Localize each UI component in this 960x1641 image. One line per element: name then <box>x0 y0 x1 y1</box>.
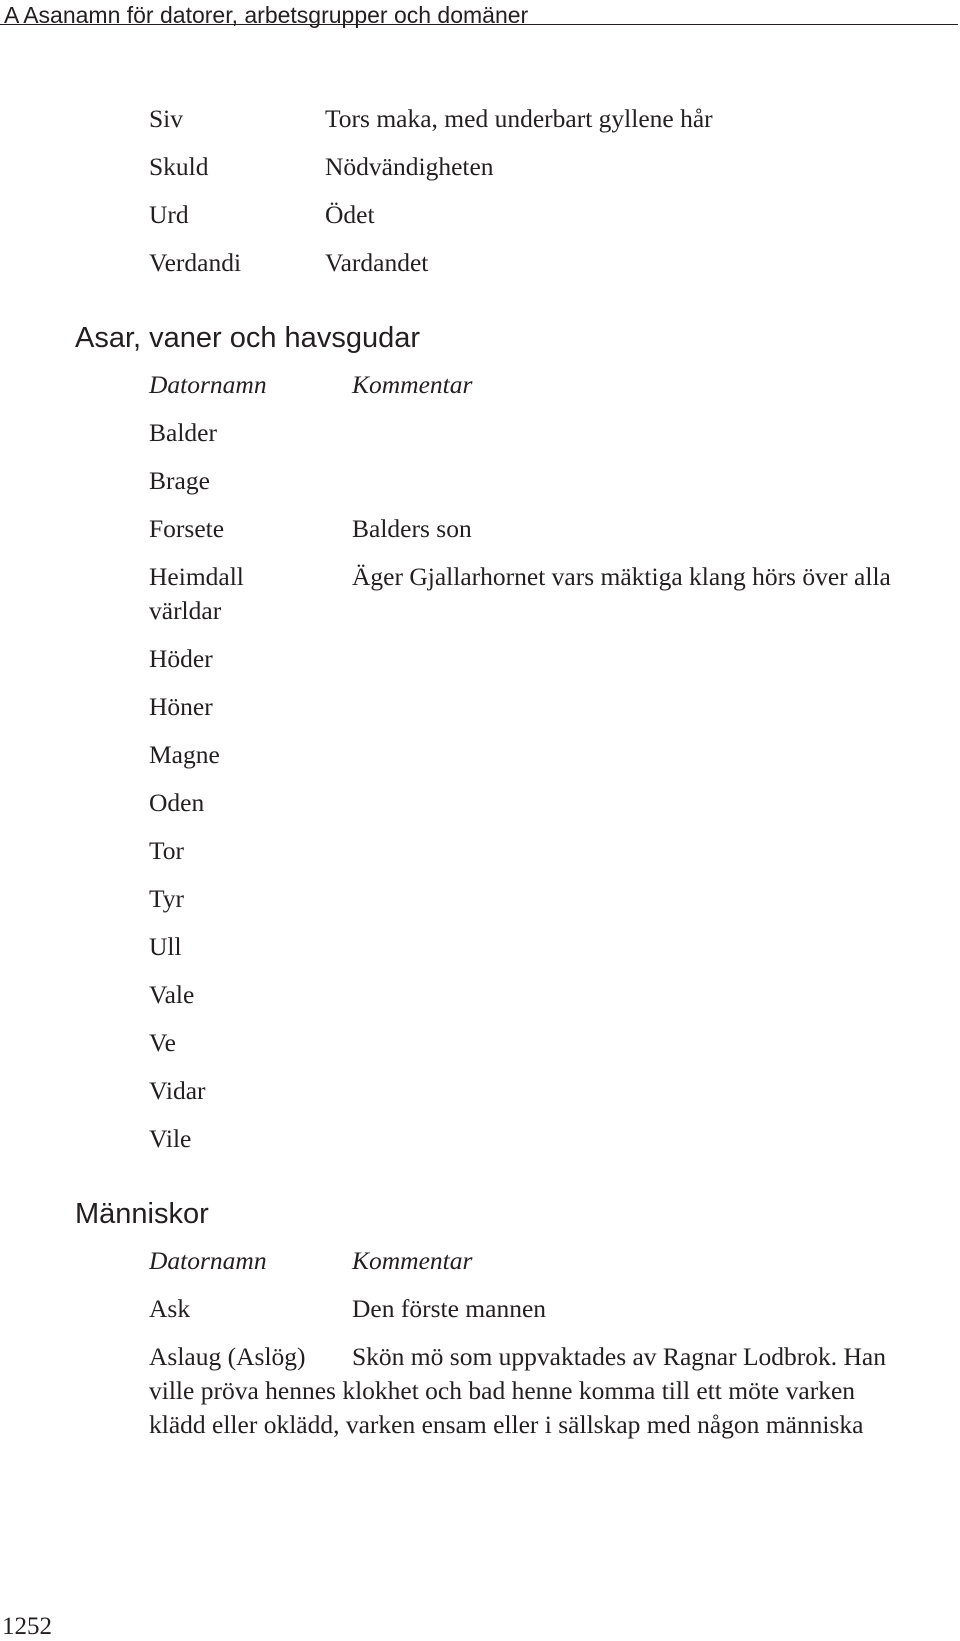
column-header-name: Datornamn <box>149 370 267 399</box>
table-row-name: Tyr <box>149 884 185 913</box>
table-row-name: Oden <box>149 788 205 817</box>
list-item-comment: Tors maka, med underbart gyllene hår <box>325 104 713 133</box>
section-heading-manniskor: Människor <box>75 1198 209 1230</box>
table-row-comment: Skön mö som uppvaktades av Ragnar Lodbrok. Han <box>352 1342 886 1371</box>
table-row-comment-continuation: världar <box>149 596 222 625</box>
table-row-comment: Äger Gjallarhornet vars mäktiga klang hörs över alla <box>352 562 891 591</box>
list-item-name: Siv <box>149 104 184 133</box>
section-heading-asar: Asar, vaner och havsgudar <box>75 322 420 354</box>
running-header <box>0 0 958 28</box>
table-row-name: Ve <box>149 1028 176 1057</box>
table-row-name: Höder <box>149 644 213 673</box>
page-number: 1252 <box>2 1613 52 1640</box>
table-row-name: Tor <box>149 836 185 865</box>
column-header-comment: Kommentar <box>352 370 473 399</box>
table-row-name: Vidar <box>149 1076 206 1105</box>
list-item-comment: Ödet <box>325 200 375 229</box>
table-row-name: Aslaug (Aslög) <box>149 1342 306 1371</box>
table-row-comment: Balders son <box>352 514 472 543</box>
table-row-comment: Den förste mannen <box>352 1294 547 1323</box>
table-row-comment-continuation: klädd eller oklädd, varken ensam eller i sällskap med någon människa <box>149 1410 864 1439</box>
table-row-name: Heimdall <box>149 562 244 591</box>
table-row-name: Vale <box>149 980 195 1009</box>
list-item-name: Verdandi <box>149 248 242 277</box>
table-row-name: Höner <box>149 692 213 721</box>
list-item-name: Urd <box>149 200 189 229</box>
table-row-name: Forsete <box>149 514 225 543</box>
table-row-name: Ull <box>149 932 182 961</box>
column-header-name: Datornamn <box>149 1246 267 1275</box>
running-header-title: A Asanamn för datorer, arbetsgrupper och domäner <box>4 2 529 28</box>
list-item-name: Skuld <box>149 152 209 181</box>
table-row-name: Vile <box>149 1124 192 1153</box>
table-row-name: Brage <box>149 466 210 495</box>
table-row-name: Magne <box>149 740 220 769</box>
table-row-name: Balder <box>149 418 217 447</box>
list-item-comment: Nödvändigheten <box>325 152 494 181</box>
table-row-name: Ask <box>149 1294 191 1323</box>
table-row-comment-continuation: ville pröva hennes klokhet och bad henne komma till ett möte varken <box>149 1376 856 1405</box>
column-header-comment: Kommentar <box>352 1246 473 1275</box>
list-item-comment: Vardandet <box>325 248 429 277</box>
